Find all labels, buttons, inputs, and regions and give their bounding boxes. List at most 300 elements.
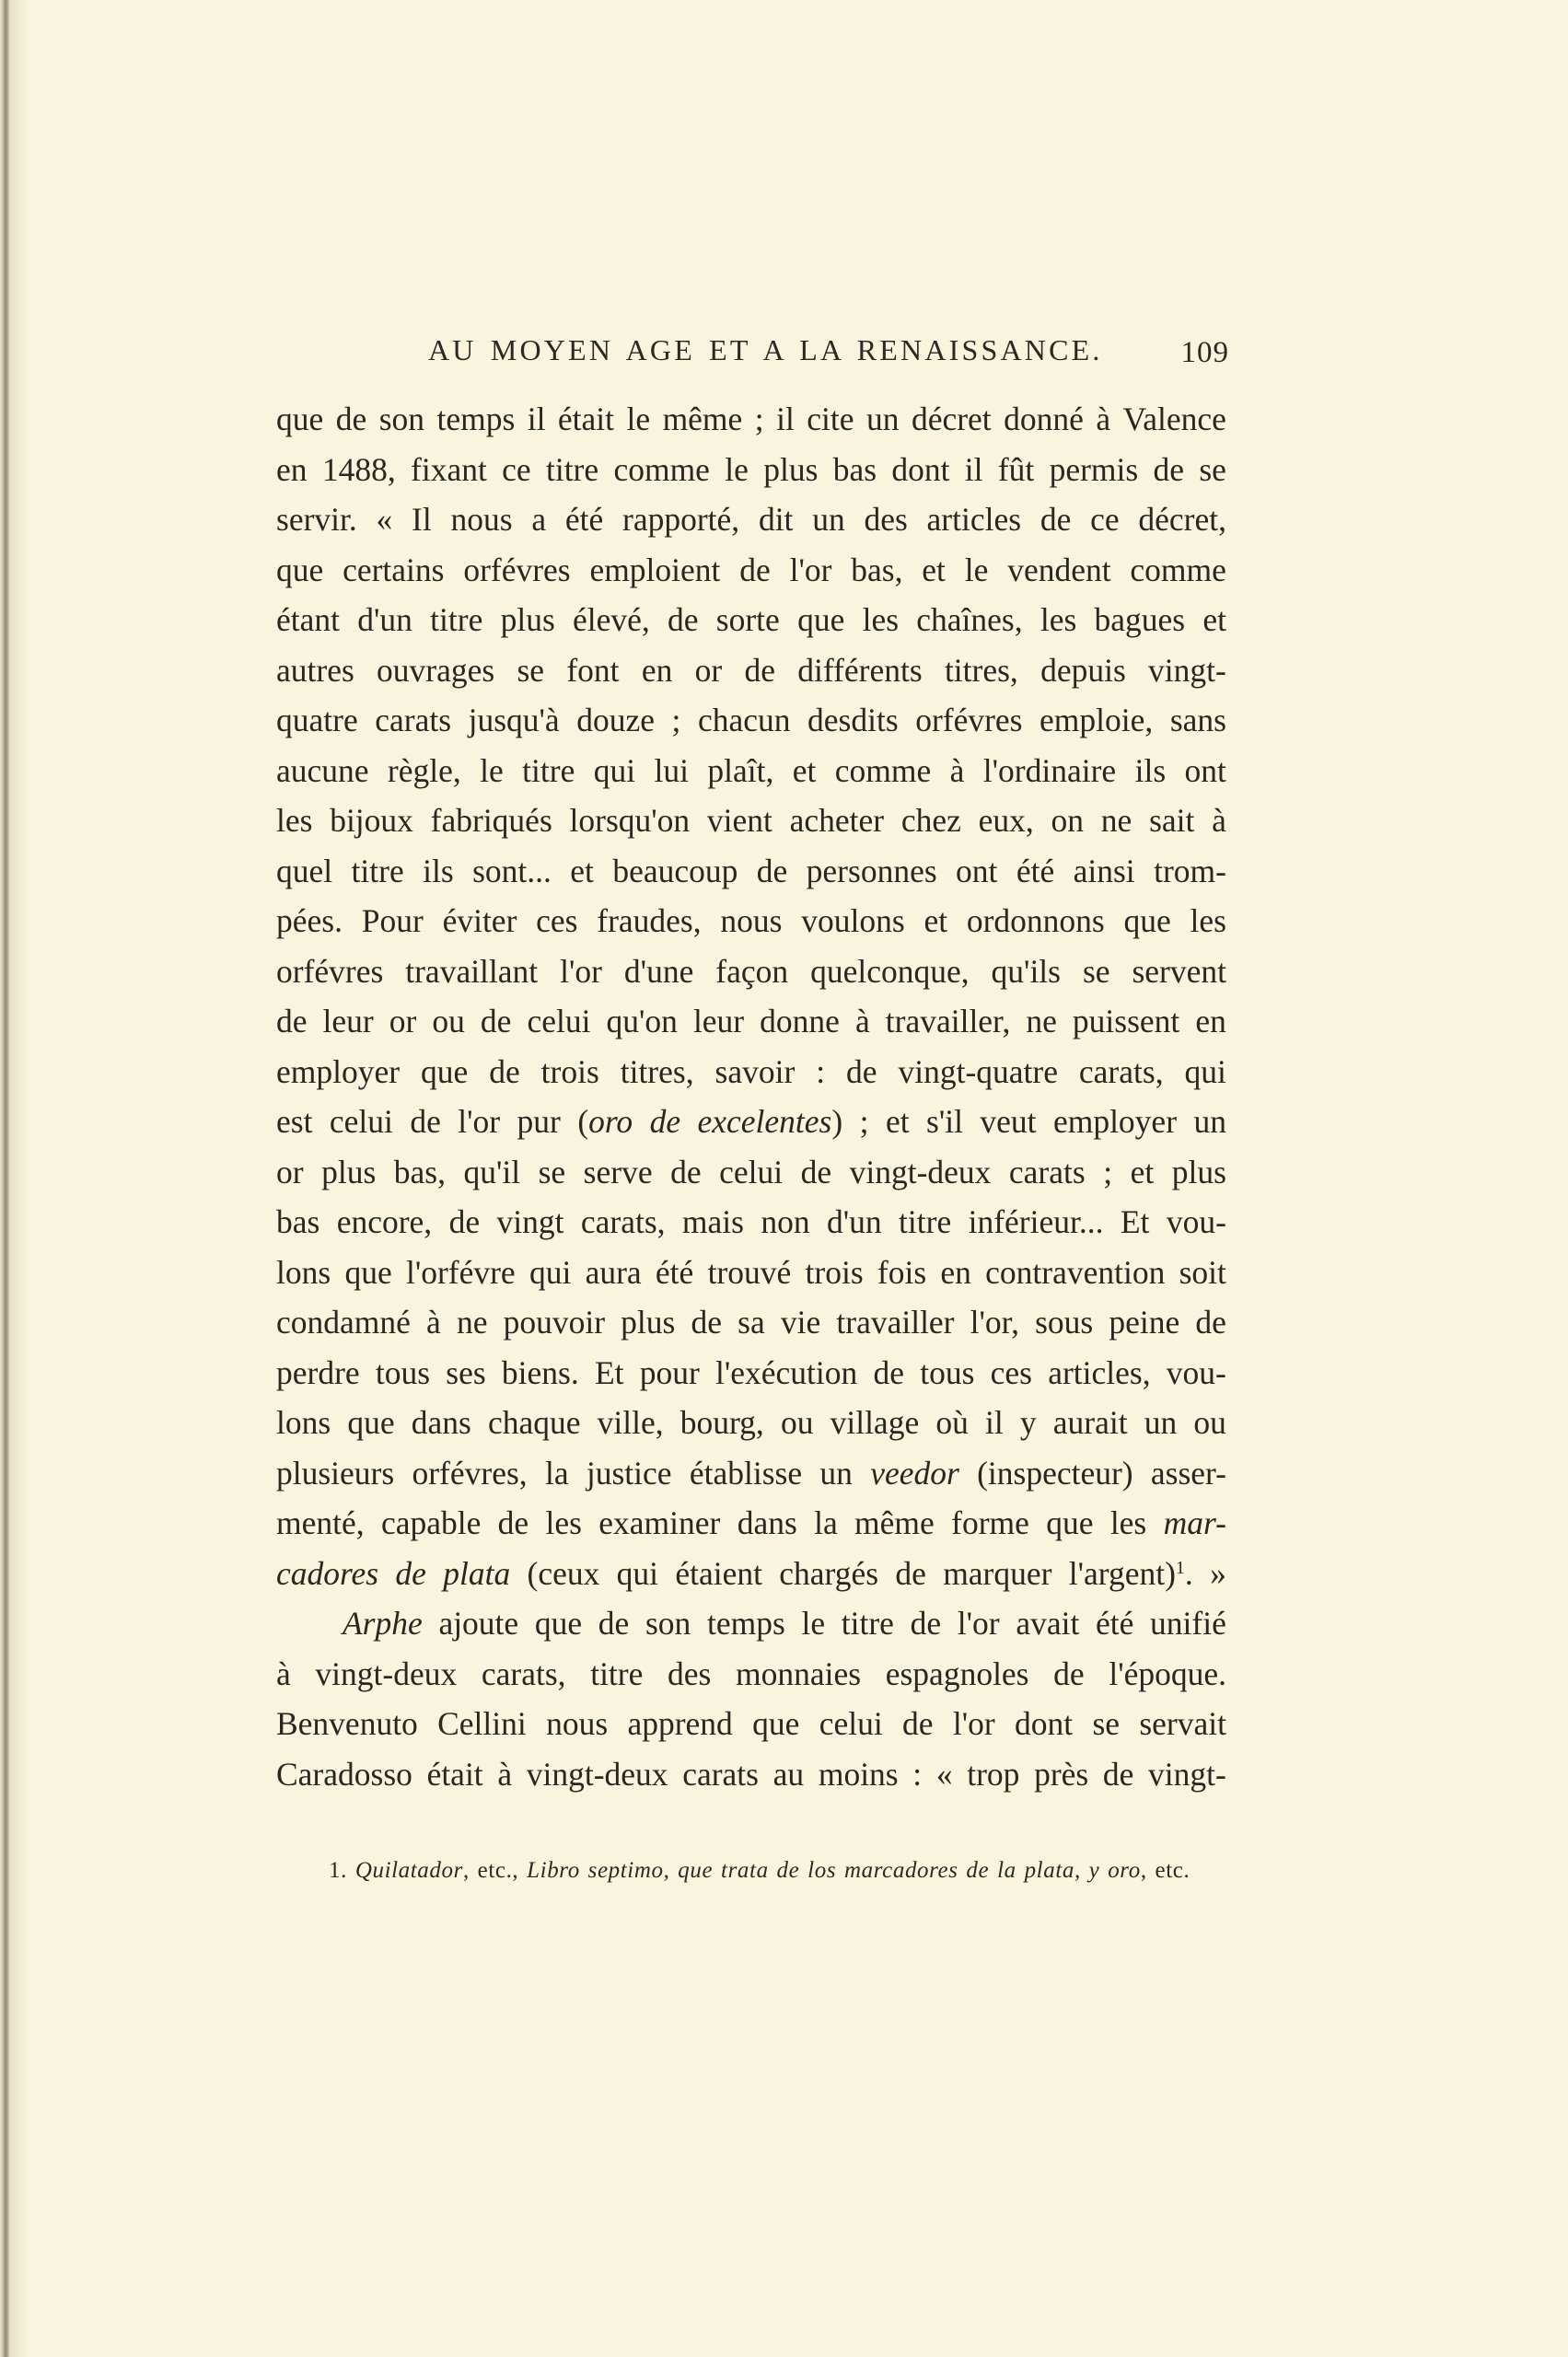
text: les	[1190, 902, 1226, 939]
word	[807, 846, 937, 897]
text: emploie,	[1040, 702, 1154, 738]
text: travailler	[836, 1304, 955, 1341]
text: village	[830, 1404, 920, 1441]
text: ce	[502, 450, 531, 488]
text: été	[655, 1253, 694, 1291]
text: que	[752, 1705, 800, 1742]
word	[443, 1549, 510, 1599]
text: vingt	[496, 1203, 564, 1240]
word	[1074, 846, 1135, 897]
text: et	[1202, 601, 1226, 638]
text: trom-	[1154, 852, 1226, 889]
text: il	[984, 1404, 1004, 1441]
word	[276, 645, 354, 696]
word	[539, 1147, 566, 1198]
text: leur	[322, 1003, 374, 1039]
text: ou	[432, 1003, 465, 1039]
word	[1167, 1348, 1226, 1399]
word	[752, 1699, 799, 1749]
text: et	[923, 902, 948, 939]
text: les	[862, 601, 900, 638]
word	[598, 1598, 630, 1649]
text: le	[725, 450, 749, 488]
word	[1083, 946, 1110, 997]
text: des	[864, 501, 908, 538]
word	[1193, 1398, 1226, 1448]
text: où	[935, 1404, 969, 1441]
text: sait	[1149, 802, 1195, 839]
word	[1130, 545, 1226, 596]
text: que	[421, 1052, 469, 1090]
text: près	[1034, 1755, 1089, 1793]
word	[598, 1398, 664, 1448]
text: certains	[343, 551, 445, 588]
text: 1488,	[321, 450, 396, 488]
text: travailler,	[885, 1003, 1011, 1039]
word	[819, 1699, 883, 1749]
word	[377, 645, 494, 696]
italic-text: oro	[588, 1103, 633, 1140]
text: celui	[719, 1153, 784, 1190]
word	[781, 1297, 820, 1348]
text: différents	[797, 651, 923, 689]
word	[1195, 1297, 1226, 1348]
word	[1110, 1498, 1146, 1549]
word	[336, 394, 367, 445]
text: mais	[681, 1203, 744, 1240]
text: ou	[780, 1404, 814, 1441]
text: leur	[692, 1003, 745, 1039]
word	[1139, 1699, 1226, 1749]
text: (ceux	[527, 1554, 600, 1592]
text: qu'ils	[991, 952, 1061, 990]
word	[790, 795, 884, 846]
text: ils	[423, 852, 454, 889]
word	[276, 1498, 365, 1549]
text-line	[276, 1047, 1226, 1097]
word	[504, 1297, 605, 1348]
word	[576, 695, 655, 746]
word	[362, 896, 424, 946]
word	[1053, 1649, 1085, 1700]
text: façon	[715, 952, 789, 990]
word	[977, 1448, 1133, 1499]
word	[321, 1147, 376, 1198]
word	[923, 896, 947, 946]
text: espagnoles	[885, 1655, 1029, 1692]
word	[276, 1248, 331, 1298]
word	[1148, 1749, 1226, 1800]
word	[463, 545, 570, 596]
text: autres	[276, 651, 354, 689]
text: donné	[1004, 401, 1084, 437]
word	[998, 445, 1034, 495]
text: trois	[540, 1052, 599, 1090]
text: en	[641, 651, 673, 689]
word	[698, 1097, 843, 1147]
word	[855, 996, 870, 1047]
word	[807, 394, 854, 445]
text: plusieurs	[276, 1454, 395, 1492]
footnote-italic-text: Libro septimo, que trata de los marcadores de la plata, y oro	[527, 1858, 1141, 1883]
word	[330, 795, 413, 846]
word	[854, 1498, 935, 1549]
text: se	[538, 1153, 566, 1190]
word	[276, 946, 383, 997]
footnote-reference[interactable]: 1	[1175, 1557, 1185, 1578]
word	[810, 946, 970, 997]
text: chacun	[697, 702, 791, 738]
word	[967, 896, 1105, 946]
word	[779, 1549, 878, 1599]
text: à	[426, 1304, 441, 1341]
text: se	[517, 651, 545, 689]
text: de	[598, 1605, 630, 1642]
text: menté,	[276, 1504, 365, 1541]
word	[846, 1047, 877, 1097]
text: bourg,	[679, 1404, 764, 1441]
word	[816, 1047, 825, 1097]
text: donne	[760, 1003, 840, 1039]
text: avait	[1016, 1605, 1080, 1642]
text: beaucoup	[612, 852, 738, 889]
word	[347, 1398, 394, 1448]
text: temps	[706, 1605, 785, 1642]
word	[912, 1749, 922, 1800]
word	[276, 545, 323, 596]
word	[916, 595, 1022, 645]
text: ou	[1193, 1404, 1226, 1441]
italic-text: cadores	[276, 1554, 379, 1592]
text: ville,	[597, 1404, 664, 1441]
word	[1053, 1097, 1177, 1147]
text: vendent	[1007, 551, 1111, 588]
text: ces	[990, 1353, 1032, 1391]
word	[1048, 1348, 1150, 1399]
text: plus	[1171, 1153, 1226, 1190]
word	[529, 1248, 571, 1298]
word	[496, 1197, 563, 1248]
text: fixant	[411, 450, 487, 488]
word	[738, 1498, 797, 1549]
text: chaque	[487, 1404, 581, 1441]
text: qui	[528, 1253, 572, 1291]
text: lui	[654, 751, 689, 789]
italic-text: mar-	[1163, 1504, 1226, 1541]
text: or	[694, 651, 723, 689]
text: or	[389, 1003, 417, 1039]
text: bas	[832, 450, 877, 488]
text: )	[831, 1103, 843, 1140]
text: pour	[639, 1353, 700, 1391]
text: bas,	[851, 551, 903, 588]
word	[1109, 1649, 1226, 1700]
text: ont	[1184, 751, 1226, 789]
word	[1109, 1297, 1179, 1348]
italic-text: de	[395, 1554, 426, 1592]
word	[276, 846, 332, 897]
text: dont	[1015, 1705, 1074, 1742]
text: ordonnons	[966, 902, 1105, 939]
footnote-text-segment: , etc.	[1140, 1858, 1191, 1883]
word	[672, 695, 681, 746]
word	[1172, 1147, 1226, 1198]
word	[276, 1398, 331, 1448]
word	[912, 394, 992, 445]
text: la	[814, 1504, 838, 1541]
word	[613, 445, 710, 495]
text: son	[378, 401, 425, 437]
text: vient	[706, 802, 772, 839]
word	[376, 1348, 430, 1399]
text: celui	[527, 1003, 591, 1039]
text: permis	[1049, 450, 1139, 488]
text: savoir	[714, 1052, 796, 1090]
text: décret,	[1138, 501, 1226, 538]
text-line	[276, 795, 1226, 846]
text: biens.	[501, 1353, 579, 1391]
word	[1096, 394, 1110, 445]
text: les	[1109, 1504, 1147, 1541]
text: d'un	[827, 1203, 882, 1240]
text: décret	[911, 401, 992, 437]
word	[1040, 645, 1126, 696]
word	[1150, 1598, 1226, 1649]
text: de	[448, 1203, 481, 1240]
word	[953, 1699, 995, 1749]
text: ses	[446, 1353, 486, 1391]
italic-text: excelentes	[697, 1103, 832, 1140]
word	[806, 1248, 864, 1298]
text: même	[854, 1504, 935, 1541]
word	[1185, 1047, 1226, 1097]
text: et	[570, 852, 594, 889]
text: de	[1053, 1655, 1085, 1692]
running-head	[276, 333, 1229, 379]
word	[793, 746, 817, 796]
text: servent	[1132, 952, 1226, 990]
text: eux,	[978, 802, 1034, 839]
text: que	[1123, 902, 1171, 939]
text: plus	[621, 1304, 676, 1341]
word	[276, 896, 343, 946]
text: dont	[891, 450, 950, 488]
text-line	[276, 1097, 1226, 1147]
word	[406, 1248, 516, 1298]
text: aura	[585, 1253, 642, 1291]
text: trois	[805, 1253, 864, 1291]
text: plus	[500, 601, 555, 638]
text: or	[276, 1153, 304, 1190]
text: perdre	[276, 1353, 360, 1391]
word	[927, 494, 1022, 545]
text: rapporté,	[622, 501, 740, 538]
text: celui	[819, 1705, 883, 1742]
text: soit	[1179, 1253, 1226, 1291]
word	[528, 1549, 600, 1599]
word	[725, 445, 749, 495]
text: est	[276, 1103, 313, 1140]
text: fois	[877, 1253, 927, 1291]
text: »	[1210, 1554, 1226, 1592]
word	[833, 445, 877, 495]
word	[502, 1348, 579, 1399]
text: vingt-quatre	[898, 1052, 1058, 1090]
italic-text: veedor	[870, 1454, 959, 1492]
word	[497, 1749, 512, 1800]
text: fût	[997, 450, 1035, 488]
text: comme	[834, 751, 932, 789]
text: serve	[583, 1153, 653, 1190]
word	[716, 595, 780, 645]
word	[1040, 494, 1072, 545]
text: vingt-deux	[526, 1755, 668, 1793]
text-line	[276, 1749, 1226, 1800]
word	[421, 1047, 468, 1097]
text: peine	[1109, 1304, 1180, 1341]
footnote	[329, 1858, 1190, 1884]
word	[698, 695, 791, 746]
text-line	[276, 1348, 1226, 1399]
word	[545, 1448, 569, 1499]
text: quelconque,	[810, 952, 970, 990]
text: orfévres	[463, 551, 571, 588]
word	[819, 1448, 853, 1499]
text: et	[922, 551, 946, 588]
word	[1073, 996, 1179, 1047]
text-line	[276, 1699, 1226, 1749]
text: Valence	[1122, 401, 1226, 437]
word	[1123, 394, 1226, 445]
word	[527, 996, 590, 1047]
text: de	[497, 1504, 529, 1541]
text: de	[335, 401, 367, 437]
word	[458, 1097, 500, 1147]
word	[541, 1047, 599, 1097]
word	[436, 394, 515, 445]
text: trop	[967, 1755, 1020, 1793]
text: acheter	[789, 802, 885, 839]
word	[969, 1197, 1104, 1248]
word	[322, 445, 396, 495]
text: le	[626, 401, 651, 437]
text: que	[534, 1605, 583, 1642]
text-line	[276, 645, 1226, 696]
word	[980, 1097, 1036, 1147]
italic-text: Arphe	[343, 1605, 423, 1642]
word	[1069, 1549, 1193, 1599]
word	[886, 1097, 910, 1147]
word	[1020, 1398, 1037, 1448]
text: de	[800, 1153, 832, 1190]
text: on	[1051, 802, 1085, 839]
word	[1050, 445, 1139, 495]
text: chaînes,	[916, 601, 1023, 638]
text: éviter	[442, 902, 517, 939]
text: l'or	[957, 1605, 1000, 1642]
text: l'argent)	[1068, 1554, 1176, 1592]
word	[527, 1749, 668, 1800]
word	[502, 445, 531, 495]
text: carats,	[580, 1203, 666, 1240]
text: sorte	[715, 601, 780, 638]
word	[457, 1297, 488, 1348]
word	[1131, 1147, 1155, 1198]
text: l'or,	[970, 1304, 1019, 1341]
word	[624, 946, 693, 997]
text-line	[276, 746, 1226, 796]
word	[807, 695, 899, 746]
word	[597, 896, 701, 946]
word	[920, 1348, 974, 1399]
text: justice	[586, 1454, 672, 1492]
word	[621, 1047, 694, 1097]
word	[612, 846, 738, 897]
word	[738, 1297, 765, 1348]
text: des	[668, 1655, 712, 1692]
text: lorsqu'on	[569, 802, 691, 839]
word	[1138, 494, 1226, 545]
text-line	[276, 1297, 1226, 1348]
word	[761, 1197, 809, 1248]
text: bijoux	[330, 802, 413, 839]
word	[1007, 545, 1110, 596]
text: articles	[926, 501, 1022, 538]
word	[581, 1197, 666, 1248]
word	[375, 695, 451, 746]
text: ne	[1100, 802, 1132, 839]
book-binding-edge	[0, 0, 11, 2357]
text: (inspecteur)	[977, 1454, 1133, 1492]
text: ;	[671, 702, 681, 738]
text: sont...	[472, 852, 552, 889]
word	[911, 1598, 942, 1649]
word	[979, 795, 1034, 846]
text-line	[276, 1498, 1226, 1549]
word	[860, 1097, 869, 1147]
word	[682, 1197, 744, 1248]
text: qui	[593, 751, 636, 789]
text: apprend	[627, 1705, 733, 1742]
text: titre	[590, 1655, 644, 1692]
word	[891, 445, 949, 495]
word	[395, 1549, 426, 1599]
word	[423, 846, 454, 897]
text-line	[276, 695, 1226, 746]
text: de	[739, 551, 771, 588]
word	[851, 545, 902, 596]
text: fraudes,	[597, 902, 702, 939]
word	[922, 545, 946, 596]
text: que	[276, 551, 324, 588]
text: ;	[1103, 1153, 1113, 1190]
text: ce	[1090, 501, 1120, 538]
word	[517, 1097, 561, 1147]
word	[940, 1248, 971, 1298]
word	[586, 1248, 642, 1298]
text: comme	[613, 450, 710, 488]
text: jusqu'à	[468, 702, 560, 738]
word	[573, 595, 650, 645]
text: était	[557, 401, 615, 437]
word	[546, 1498, 582, 1549]
word	[797, 595, 844, 645]
word	[819, 1749, 899, 1800]
word	[343, 545, 444, 596]
word	[1016, 846, 1054, 897]
word	[736, 1649, 861, 1700]
text: le	[801, 1605, 826, 1642]
